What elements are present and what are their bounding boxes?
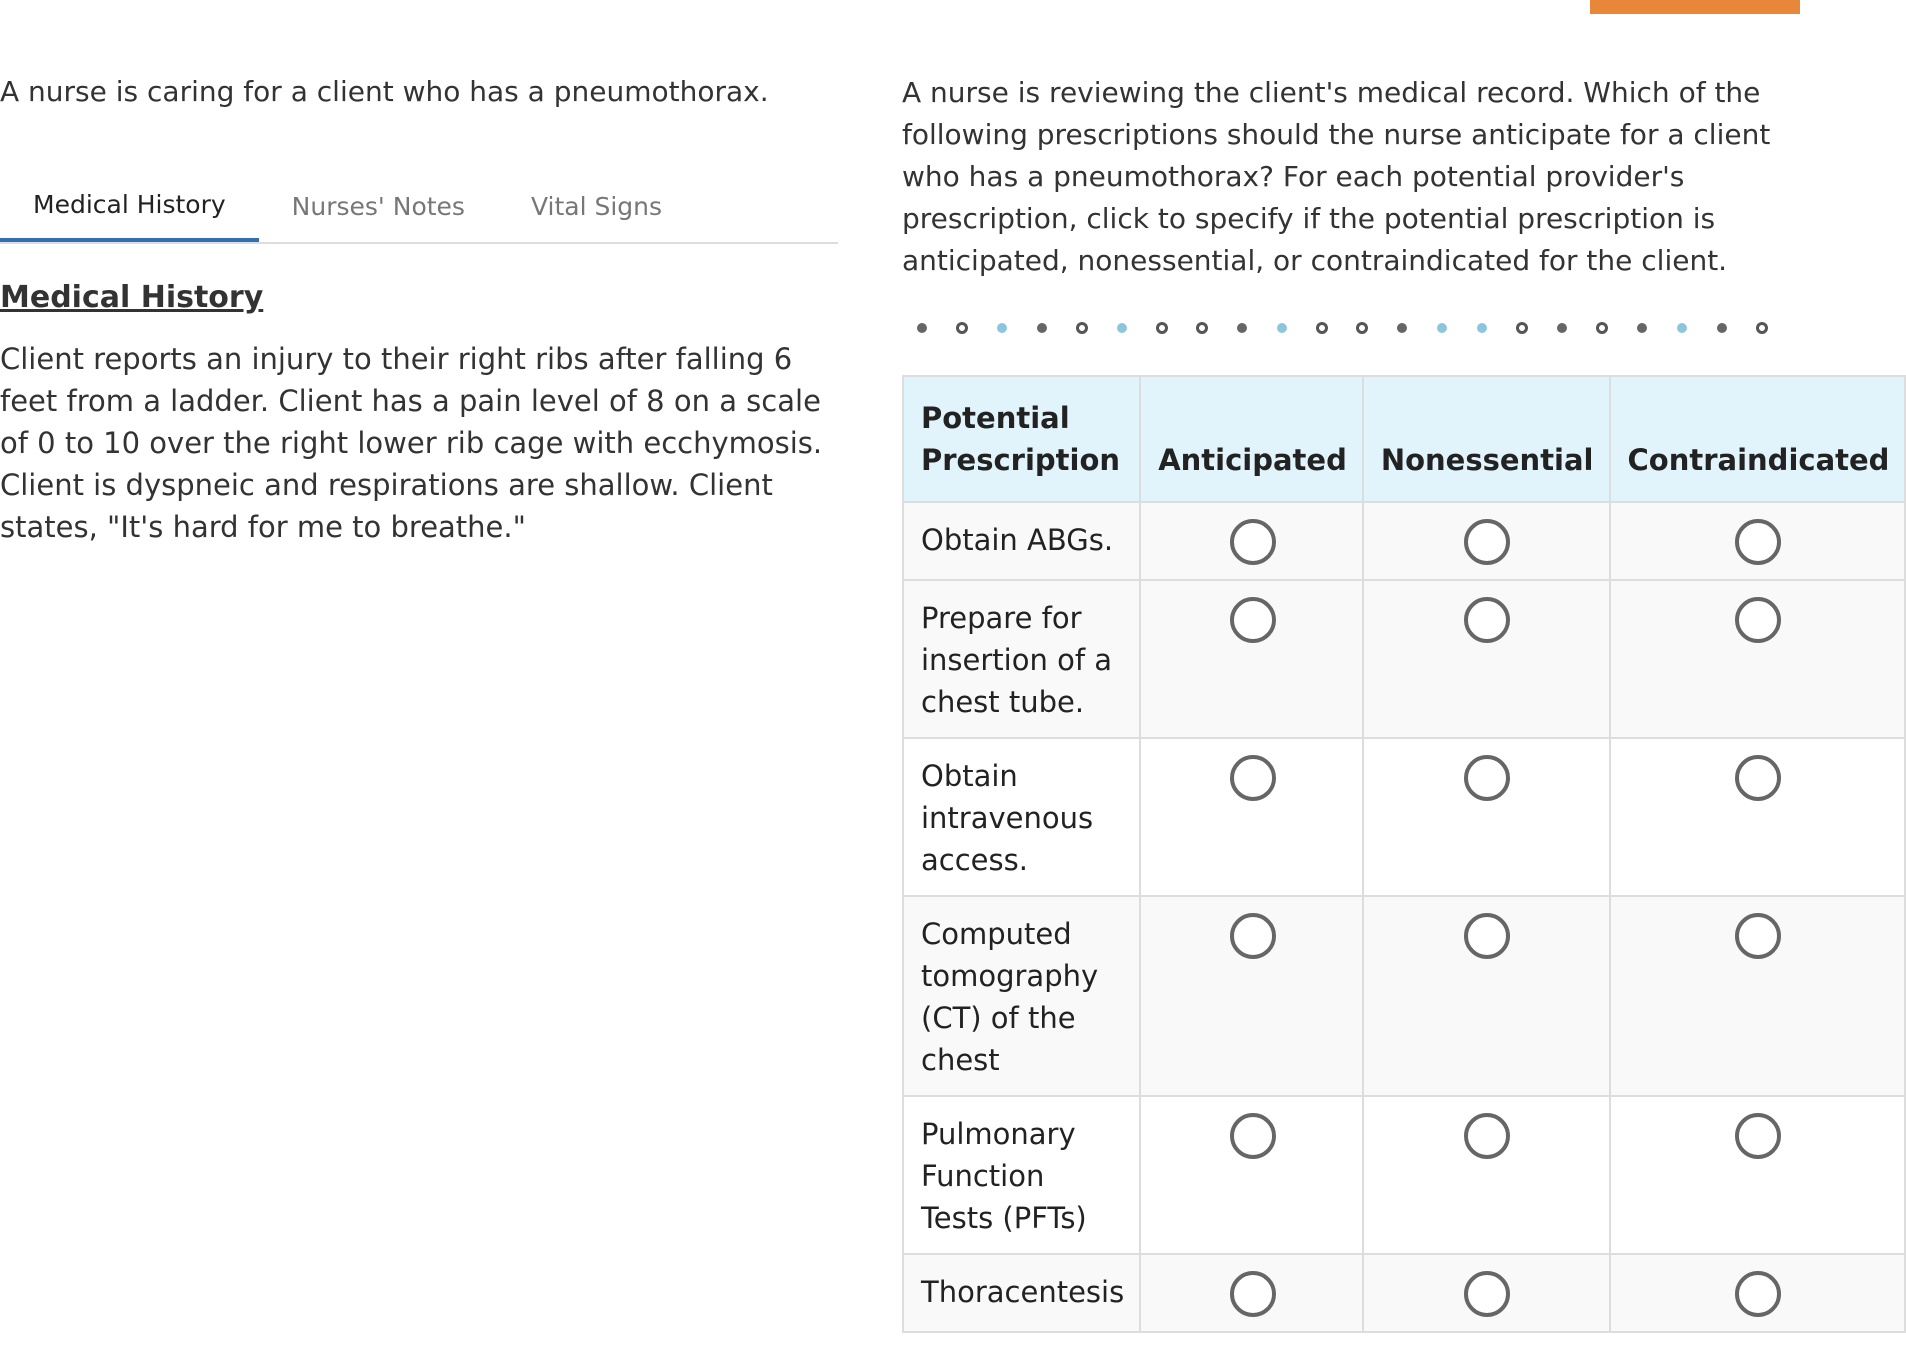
- cell-contraindicated: [1610, 1254, 1906, 1332]
- cell-contraindicated: [1610, 1096, 1906, 1254]
- divider-dot: [942, 322, 982, 334]
- divider-dot: [1542, 323, 1582, 333]
- radio-nonessential[interactable]: [1464, 755, 1510, 801]
- divider-dot: [1062, 322, 1102, 334]
- cell-nonessential: [1363, 1254, 1610, 1332]
- radio-nonessential[interactable]: [1464, 597, 1510, 643]
- cell-anticipated: [1140, 580, 1363, 738]
- radio-contraindicated[interactable]: [1735, 755, 1781, 801]
- divider-dot: [1502, 322, 1542, 334]
- prescription-label: Computed tomography (CT) of the chest: [903, 896, 1140, 1096]
- table-row: [903, 1254, 1905, 1332]
- divider-dot: [1342, 322, 1382, 334]
- prescription-label: Pulmonary Function Tests (PFTs): [903, 1096, 1140, 1254]
- cell-contraindicated: [1610, 738, 1906, 896]
- header-contraindicated: Contraindicated: [1610, 376, 1906, 502]
- radio-contraindicated[interactable]: [1735, 1113, 1781, 1159]
- cell-anticipated: [1140, 1096, 1363, 1254]
- cell-nonessential: [1363, 502, 1610, 580]
- divider-dot: [1222, 323, 1262, 333]
- header-potential-prescription: Potential Prescription: [903, 376, 1140, 502]
- radio-nonessential[interactable]: [1464, 913, 1510, 959]
- radio-contraindicated[interactable]: [1735, 597, 1781, 643]
- cell-contraindicated: [1610, 580, 1906, 738]
- dotted-divider: [902, 318, 1802, 338]
- divider-dot: [982, 323, 1022, 333]
- cell-anticipated: [1140, 1254, 1363, 1332]
- table-row: [903, 1096, 1905, 1254]
- cell-anticipated: [1140, 896, 1363, 1096]
- prescription-label: Prepare for insertion of a chest tube.: [903, 580, 1140, 738]
- radio-nonessential[interactable]: [1464, 1113, 1510, 1159]
- divider-dot: [1582, 322, 1622, 334]
- divider-dot: [1262, 323, 1302, 333]
- cell-nonessential: [1363, 896, 1610, 1096]
- divider-dot: [1742, 322, 1782, 334]
- radio-anticipated[interactable]: [1230, 519, 1276, 565]
- prescription-label: Thoracentesis: [903, 1254, 1140, 1332]
- tab-medical-history[interactable]: Medical History: [0, 170, 259, 242]
- top-accent-bar: [1590, 0, 1800, 14]
- tab-bar: [0, 170, 838, 244]
- cell-contraindicated: [1610, 502, 1906, 580]
- case-stem: A nurse is caring for a client who has a pneumothorax.: [0, 75, 769, 108]
- table-row: [903, 580, 1905, 738]
- radio-anticipated[interactable]: [1230, 1113, 1276, 1159]
- divider-dot: [1422, 323, 1462, 333]
- cell-anticipated: [1140, 502, 1363, 580]
- cell-nonessential: [1363, 738, 1610, 896]
- header-nonessential: Nonessential: [1363, 376, 1610, 502]
- cell-nonessential: [1363, 580, 1610, 738]
- table-row: [903, 502, 1905, 580]
- cell-anticipated: [1140, 738, 1363, 896]
- table-row: [903, 738, 1905, 896]
- medical-history-text: Client reports an injury to their right ribs after falling 6 feet from a ladder. Client has a pain level of 8 on a scale of 0 to 10 over the right lower rib cage with ecchymosis. Client is dyspneic and respirations are shallow. Client states, "It's hard for me to breathe.": [0, 342, 823, 544]
- tab-nurses-notes[interactable]: Nurses' Notes: [291, 191, 465, 221]
- divider-dot: [1662, 323, 1702, 333]
- divider-dot: [1462, 323, 1502, 333]
- radio-anticipated[interactable]: [1230, 913, 1276, 959]
- divider-dot: [1142, 322, 1182, 334]
- radio-contraindicated[interactable]: [1735, 519, 1781, 565]
- prescription-label: Obtain intravenous access.: [903, 738, 1140, 896]
- divider-dot: [1302, 322, 1342, 334]
- cell-contraindicated: [1610, 896, 1906, 1096]
- divider-dot: [1622, 323, 1662, 333]
- radio-anticipated[interactable]: [1230, 1271, 1276, 1317]
- divider-dot: [1102, 323, 1142, 333]
- section-title: Medical History: [0, 280, 264, 315]
- divider-dot: [1382, 323, 1422, 333]
- radio-contraindicated[interactable]: [1735, 1271, 1781, 1317]
- prescription-matrix: [902, 375, 1906, 1333]
- table-row: [903, 896, 1905, 1096]
- question-text: A nurse is reviewing the client's medical record. Which of the following prescriptions should the nurse anticipate for a client who has a pneumothorax? For each potential provider's prescription, click to specify if the potential prescription is anticipated, nonessential, or contraindicated for the client.: [902, 76, 1771, 277]
- radio-nonessential[interactable]: [1464, 1271, 1510, 1317]
- radio-anticipated[interactable]: [1230, 755, 1276, 801]
- radio-contraindicated[interactable]: [1735, 913, 1781, 959]
- matrix-header-row: [903, 376, 1905, 502]
- header-anticipated: Anticipated: [1140, 376, 1363, 502]
- divider-dot: [902, 323, 942, 333]
- divider-dot: [1182, 322, 1222, 334]
- divider-dot: [1702, 323, 1742, 333]
- radio-anticipated[interactable]: [1230, 597, 1276, 643]
- cell-nonessential: [1363, 1096, 1610, 1254]
- prescription-label: Obtain ABGs.: [903, 502, 1140, 580]
- radio-nonessential[interactable]: [1464, 519, 1510, 565]
- divider-dot: [1022, 323, 1062, 333]
- tab-vital-signs[interactable]: Vital Signs: [530, 191, 663, 221]
